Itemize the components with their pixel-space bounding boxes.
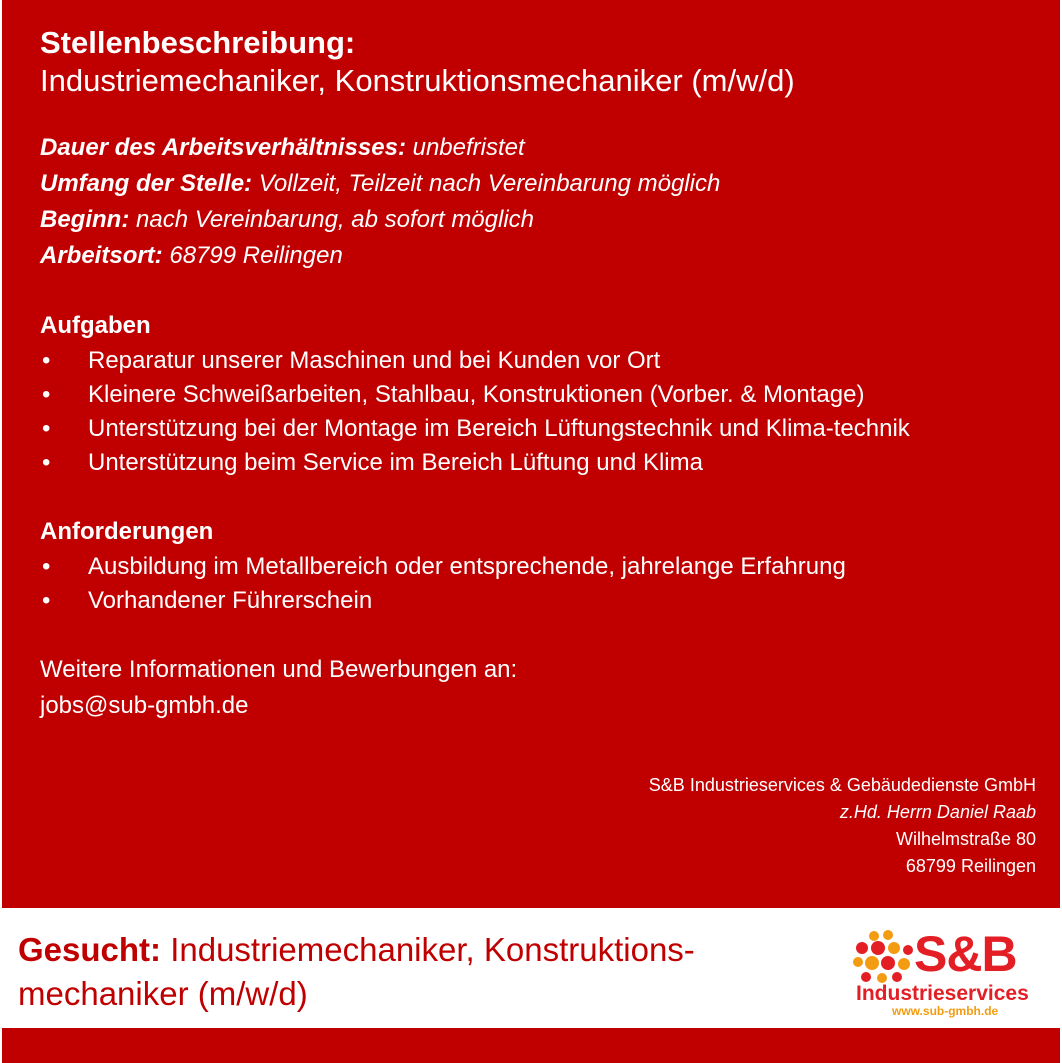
- meta-value: Vollzeit, Teilzeit nach Vereinbarung möglich: [252, 170, 721, 197]
- logo-dots-icon: [852, 928, 916, 984]
- footer-bar: [2, 1028, 1060, 1063]
- meta-duration: [40, 130, 1040, 166]
- banner-job: Industriemechaniker, Konstruktions-mechaniker (m/w/d): [18, 931, 695, 1012]
- list-item: • Unterstützung beim Service im Bereich Lüftung und Klima: [40, 446, 1040, 480]
- meta-scope: [40, 166, 1040, 202]
- contact-intro: Weitere Informationen und Bewerbungen an:: [40, 656, 518, 683]
- contact-person: z.Hd. Herrn Daniel Raab: [839, 802, 1036, 822]
- list-item: • Ausbildung im Metallbereich oder entsprechende, jahrelange Erfahrung: [40, 550, 1040, 584]
- contact-email[interactable]: jobs@sub-gmbh.de: [40, 692, 249, 719]
- meta-label: Beginn:: [40, 206, 130, 233]
- job-description-panel: [2, 0, 1060, 908]
- meta-value: unbefristet: [405, 134, 525, 161]
- list-item: • Reparatur unserer Maschinen und bei Kunden vor Ort: [40, 344, 1040, 378]
- bottom-banner: [0, 910, 1062, 1026]
- job-meta: [40, 130, 1040, 274]
- city: 68799 Reilingen: [905, 856, 1036, 876]
- meta-value: 68799 Reilingen: [162, 242, 343, 269]
- list-item: • Kleinere Schweißarbeiten, Stahlbau, Konstruktionen (Vorber. & Montage): [40, 378, 1040, 412]
- banner-label: Gesucht:: [18, 931, 162, 968]
- meta-label: Umfang der Stelle:: [40, 170, 253, 197]
- requirements-heading: Anforderungen: [40, 518, 214, 545]
- contact-block: [40, 652, 1040, 724]
- list-item: • Unterstützung bei der Montage im Bereich Lüftungstechnik und Klima-technik: [40, 412, 988, 446]
- logo-letters: S&B: [914, 926, 1017, 982]
- company-logo: [852, 922, 1048, 1022]
- logo-url[interactable]: www.sub-gmbh.de: [892, 1004, 999, 1018]
- tasks-list: [40, 344, 1040, 480]
- banner-text: [18, 928, 838, 1016]
- logo-subtitle: Industrieservices: [856, 982, 1029, 1005]
- meta-location: [40, 238, 1040, 274]
- requirements-list: [40, 550, 1040, 618]
- job-title: Industriemechaniker, Konstruktionsmechaniker (m/w/d): [40, 63, 795, 98]
- tasks-heading: Aufgaben: [40, 312, 151, 339]
- meta-value: nach Vereinbarung, ab sofort möglich: [129, 206, 535, 233]
- list-item: • Vorhandener Führerschein: [40, 584, 1040, 618]
- company-name: S&B Industrieservices & Gebäudedienste GmbH: [648, 775, 1036, 795]
- page-title: Stellenbeschreibung:: [40, 25, 356, 60]
- company-address: [649, 772, 1036, 880]
- street: Wilhelmstraße 80: [895, 829, 1036, 849]
- job-description-content: [40, 24, 1040, 724]
- meta-label: Arbeitsort:: [40, 242, 163, 269]
- meta-start: [40, 202, 1040, 238]
- meta-label: Dauer des Arbeitsverhältnisses:: [40, 134, 406, 161]
